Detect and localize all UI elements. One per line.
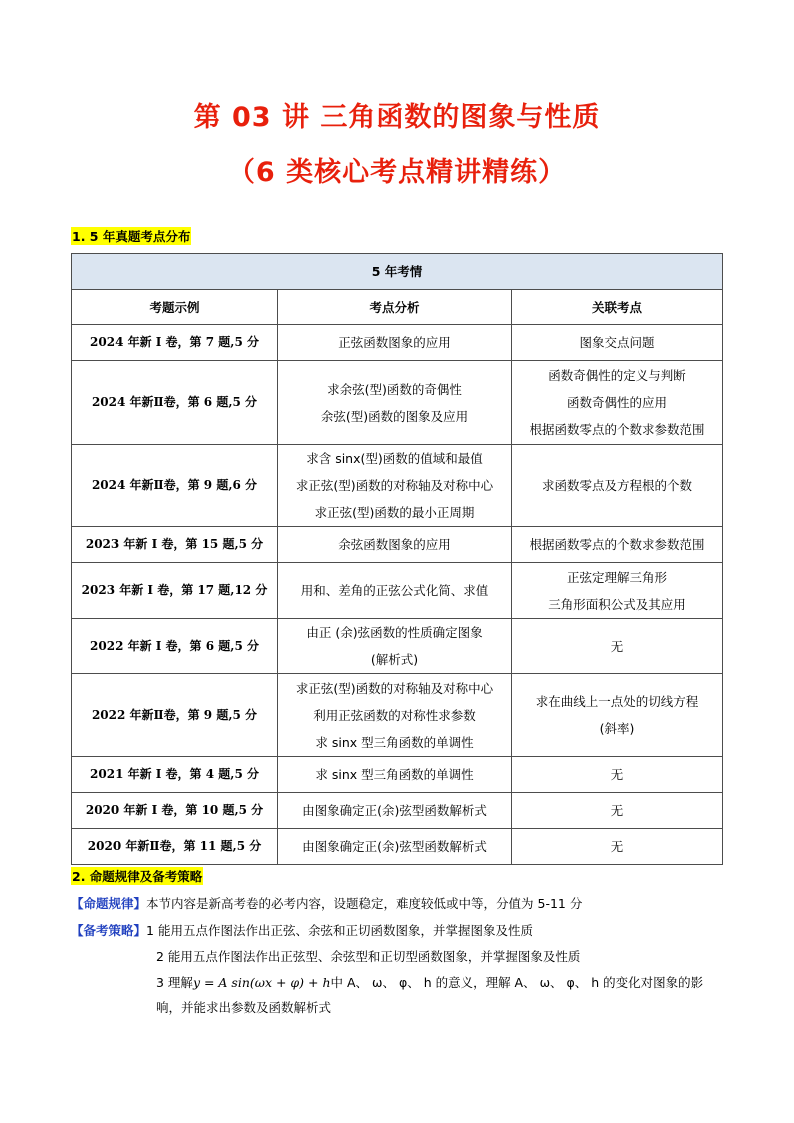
related-line: 无 [610, 638, 624, 654]
analysis-line: 余弦函数图象的应用 [338, 537, 451, 552]
section-heading-distribution: 1. 5 年真题考点分布 [72, 229, 191, 244]
column-header-analysis: 考点分析 [278, 290, 512, 325]
analysis-line: (解析式) [370, 652, 419, 667]
question-cell: 2022 年新 I 卷，第 6 题,5 分 [72, 619, 278, 674]
analysis-cell [278, 325, 512, 361]
related-line: 函数奇偶性的应用 [567, 395, 668, 410]
analysis-line: 求含 sinx(型)函数的值域和最值 [306, 451, 483, 466]
analysis-cell [278, 563, 512, 619]
table-caption: 5 年考情 [72, 254, 723, 290]
table-row [72, 793, 723, 829]
formula: y = A sin(ωx + φ) + h [192, 975, 331, 990]
related-cell [512, 445, 723, 527]
table-row [72, 757, 723, 793]
strategy-item-3 [156, 970, 726, 995]
analysis-line: 求正弦(型)函数的对称轴及对称中心 [295, 478, 494, 493]
question-cell: 2022 年新Ⅱ卷，第 9 题,5 分 [72, 674, 278, 757]
analysis-cell [278, 527, 512, 563]
table-body [72, 325, 723, 865]
rule-tag: 【命题规律】 [71, 896, 147, 911]
related-line: 无 [610, 839, 624, 854]
strategy-item-3-mid: 中 A、 ω、 φ、 h 的意义，理解 A、 ω、 φ、 h 的变化对图象的影 [330, 975, 704, 990]
question-cell: 2024 年新Ⅱ卷，第 9 题,6 分 [72, 445, 278, 527]
related-cell [512, 674, 723, 757]
question-cell: 2020 年新Ⅱ卷，第 11 题,5 分 [72, 829, 278, 865]
related-line: 函数奇偶性的定义与判断 [548, 368, 686, 383]
page-subtitle: （6 类核心考点精讲精练） [227, 157, 567, 188]
related-line: 图象交点问题 [579, 335, 655, 350]
analysis-line: 用和、差角的正弦公式化简、求值 [300, 583, 489, 598]
related-cell [512, 563, 723, 619]
question-cell: 2023 年新 I 卷，第 17 题,12 分 [72, 563, 278, 619]
analysis-cell [278, 361, 512, 445]
page-title: 第 03 讲 三角函数的图象与性质 [193, 102, 601, 133]
strategy-item-3-pre: 3 理解 [156, 975, 193, 990]
table-row [72, 619, 723, 674]
analysis-line: 求正弦(型)函数的对称轴及对称中心 [295, 680, 494, 696]
related-line: 三角形面积公式及其应用 [548, 596, 686, 612]
related-line: 根据函数零点的个数求参数范围 [529, 422, 705, 437]
related-line: 求在曲线上一点处的切线方程 [535, 694, 699, 709]
analysis-cell [278, 445, 512, 527]
analysis-line: 由图象确定正(余)弦型函数解析式 [302, 803, 487, 818]
table-row [72, 829, 723, 865]
table-row [72, 325, 723, 361]
related-cell [512, 829, 723, 865]
strategy-paragraph [71, 918, 731, 943]
analysis-cell [278, 674, 512, 757]
related-cell [512, 619, 723, 674]
related-line: 求函数零点及方程根的个数 [542, 478, 693, 493]
table-row [72, 445, 723, 527]
analysis-line: 由正 (余)弦函数的性质确定图象 [306, 625, 483, 640]
related-line: 无 [610, 767, 624, 782]
analysis-line: 利用正弦函数的对称性求参数 [313, 707, 476, 723]
strategy-tag: 【备考策略】 [71, 923, 147, 938]
analysis-line: 余弦(型)函数的图象及应用 [320, 408, 469, 424]
exam-distribution-table [71, 253, 723, 865]
section-heading-strategy: 2. 命题规律及备考策略 [72, 869, 203, 884]
related-line: (斜率) [599, 721, 635, 736]
analysis-cell [278, 757, 512, 793]
table-row [72, 527, 723, 563]
analysis-line: 求余弦(型)函数的奇偶性 [327, 381, 462, 397]
question-cell: 2024 年新 I 卷，第 7 题,5 分 [72, 325, 278, 361]
analysis-line: 求正弦(型)函数的最小正周期 [314, 505, 475, 520]
table-row [72, 563, 723, 619]
related-line: 无 [610, 803, 624, 818]
question-cell: 2020 年新 I 卷，第 10 题,5 分 [72, 793, 278, 829]
column-header-related: 关联考点 [512, 290, 723, 325]
analysis-cell [278, 829, 512, 865]
question-cell: 2024 年新Ⅱ卷，第 6 题,5 分 [72, 361, 278, 445]
related-line: 根据函数零点的个数求参数范围 [529, 537, 705, 552]
analysis-line: 求 sinx 型三角函数的单调性 [315, 734, 474, 750]
table-row [72, 674, 723, 757]
rule-paragraph [71, 891, 731, 916]
analysis-line: 求 sinx 型三角函数的单调性 [315, 767, 474, 782]
related-cell [512, 527, 723, 563]
strategy-item-1: 1 能用五点作图法作出正弦、余弦和正切函数图象，并掌握图象及性质 [146, 923, 533, 938]
table-row [72, 361, 723, 445]
strategy-item-2: 2 能用五点作图法作出正弦型、余弦型和正切型函数图象，并掌握图象及性质 [156, 949, 581, 964]
related-line: 正弦定理解三角形 [567, 569, 668, 585]
analysis-line: 正弦函数图象的应用 [338, 335, 451, 350]
question-cell: 2023 年新 I 卷，第 15 题,5 分 [72, 527, 278, 563]
related-cell [512, 361, 723, 445]
related-cell [512, 325, 723, 361]
analysis-cell [278, 793, 512, 829]
related-cell [512, 793, 723, 829]
related-cell [512, 757, 723, 793]
strategy-item-3-cont: 响，并能求出参数及函数解析式 [156, 1000, 332, 1015]
column-header-question: 考题示例 [72, 290, 278, 325]
analysis-line: 由图象确定正(余)弦型函数解析式 [302, 839, 487, 854]
analysis-cell [278, 619, 512, 674]
rule-text: 本节内容是新高考卷的必考内容，设题稳定，难度较低或中等，分值为 5-11 分 [146, 896, 583, 911]
question-cell: 2021 年新 I 卷，第 4 题,5 分 [72, 757, 278, 793]
